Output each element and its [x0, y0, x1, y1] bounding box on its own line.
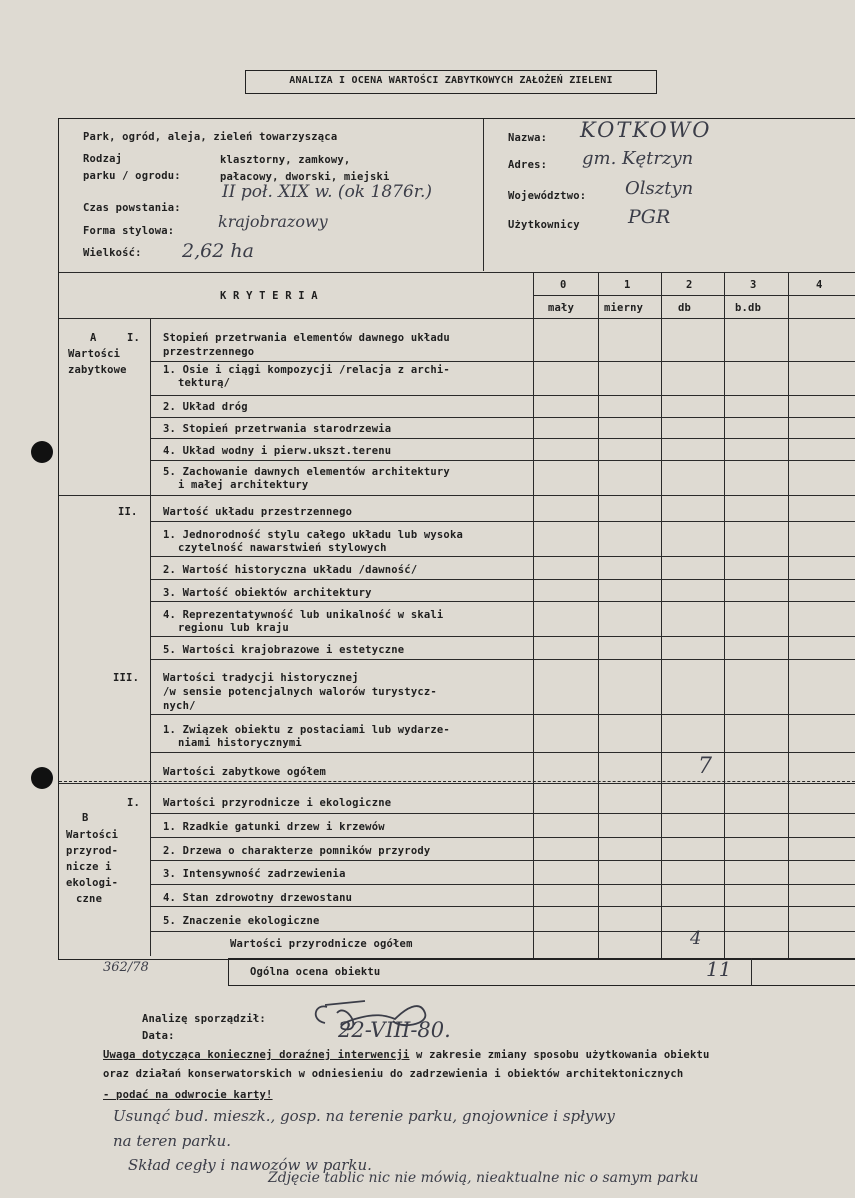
scale-num-4: 4 [816, 279, 823, 291]
section-separator-line [59, 781, 855, 782]
overall-divider [751, 958, 752, 986]
total-b-label: Wartości przyrodnicze ogółem [230, 938, 413, 950]
group3-title-2: /w sensie potencjalnych walorów turystycz- [163, 686, 437, 698]
scale-word-maly: mały [548, 302, 575, 314]
b-item-2: 2. Drzewa o charakterze pomników przyrody [163, 845, 431, 857]
scale-word-mierny: mierny [604, 302, 644, 314]
czas-value: II poł. XIX w. (ok 1876r.) [222, 182, 433, 202]
g1-item-1-line2: tekturą/ [178, 377, 231, 389]
object-type-label: Park, ogród, aleja, zieleń towarzysząca [83, 131, 338, 143]
section-b-group1-num: I. [127, 797, 141, 809]
grid-row-line [150, 884, 855, 885]
rodzaj-label: Rodzaj [83, 153, 123, 165]
sporzadzil-label: Analizę sporządził: [142, 1013, 266, 1025]
scale-word-bdb: b.db [735, 302, 762, 314]
header-bottom-line [59, 272, 855, 273]
group1-title-2: przestrzennego [163, 346, 255, 358]
wojewodztwo-value: Olsztyn [625, 178, 694, 199]
punch-hole-top [31, 441, 53, 463]
g2-item-4-line1: 4. Reprezentatywność lub unikalność w skali [163, 609, 444, 621]
scale-num-3: 3 [750, 279, 757, 291]
grid-row-line [59, 495, 855, 496]
score-column-line [724, 272, 725, 958]
grid-row-line [150, 361, 855, 362]
handwritten-note-1: Usunąć bud. mieszk., gosp. na terenie parku, gnojownice i spływy [113, 1107, 615, 1125]
forma-label: Forma stylowa: [83, 225, 175, 237]
handwritten-note-2: na teren parku. [113, 1132, 231, 1150]
uwaga-rest: w zakresie zmiany sposobu użytkowania obiektu [409, 1049, 710, 1061]
section-a-group3-num: III. [113, 672, 140, 684]
forma-value: krajobrazowy [218, 212, 328, 231]
g1-item-5-line2: i małej architektury [178, 479, 309, 491]
uwaga-line-3: - podać na odwrocie karty! [103, 1089, 273, 1101]
uzytkownicy-value: PGR [628, 206, 671, 228]
wojewodztwo-label: Województwo: [508, 190, 587, 202]
total-a-label: Wartości zabytkowe ogółem [163, 766, 327, 778]
scale-num-0: 0 [560, 279, 567, 291]
g2-item-4-line2: regionu lub kraju [178, 622, 289, 634]
grid-row-line [150, 906, 855, 907]
section-a-letter: A [90, 332, 97, 344]
score-column-line [788, 272, 789, 958]
section-a-label-2: zabytkowe [68, 364, 127, 376]
header-divider [483, 119, 484, 271]
group3-title-1: Wartości tradycji historycznej [163, 672, 359, 684]
punch-hole-bottom [31, 767, 53, 789]
section-a-group1-num: I. [127, 332, 141, 344]
g2-item-5: 5. Wartości krajobrazowe i estetyczne [163, 644, 405, 656]
g2-item-1-line1: 1. Jednorodność stylu całego układu lub wysoka [163, 529, 463, 541]
grid-row-line [150, 438, 855, 439]
section-b-label-4: ekologi- [66, 877, 119, 889]
handwritten-note-3: Skład cegły i nawozów w parku. [128, 1156, 372, 1174]
grid-row-line [150, 521, 855, 522]
data-value: 22-VIII-80. [338, 1018, 451, 1042]
czas-label: Czas powstania: [83, 202, 181, 214]
score-column-line [533, 272, 534, 958]
grid-row-line [150, 601, 855, 602]
section-b-letter: B [82, 812, 89, 824]
grid-row-line [150, 579, 855, 580]
total-b-value: 4 [690, 928, 702, 949]
scale-word-db: db [678, 302, 692, 314]
section-b-label-1: Wartości [66, 829, 119, 841]
data-label: Data: [142, 1030, 175, 1042]
wielkosc-value: 2,62 ha [182, 240, 254, 262]
total-a-value: 7 [698, 754, 712, 779]
group3-title-3: nych/ [163, 700, 196, 712]
adres-value: gm. Kętrzyn [582, 148, 694, 169]
grid-row-line [150, 556, 855, 557]
g2-item-1-line2: czytelność nawarstwień stylowych [178, 542, 387, 554]
section-b-label-5: czne [76, 893, 103, 905]
g2-item-2: 2. Wartość historyczna układu /dawność/ [163, 564, 418, 576]
uwaga-underlined: Uwaga dotycząca koniecznej doraźnej interwencji [103, 1049, 410, 1061]
b-item-5: 5. Znaczenie ekologiczne [163, 915, 320, 927]
section-b-title: Wartości przyrodnicze i ekologiczne [163, 797, 392, 809]
g3-item-1-line1: 1. Związek obiektu z postaciami lub wydarze- [163, 724, 450, 736]
wielkosc-label: Wielkość: [83, 247, 142, 259]
rodzaj-option-2: pałacowy, dworski, miejski [220, 171, 390, 183]
handwritten-note-4: Zdjęcie tablic nic nie mówią, nieaktualne nic o samym parku [268, 1170, 699, 1186]
grid-row-line [150, 813, 855, 814]
nazwa-value: KOTKOWO [580, 118, 712, 142]
uwaga-line-2: oraz działań konserwatorskich w odniesieniu do zadrzewienia i obiektów architektonicznych [103, 1068, 684, 1080]
adres-label: Adres: [508, 159, 548, 171]
overall-value: 11 [706, 957, 732, 981]
section-a-label-1: Wartości [68, 348, 121, 360]
grid-row-line [150, 636, 855, 637]
g1-item-2: 2. Układ dróg [163, 401, 248, 413]
parku-label: parku / ogrodu: [83, 170, 181, 182]
nazwa-label: Nazwa: [508, 132, 548, 144]
grid-row-line [150, 837, 855, 838]
section-a-group2-num: II. [118, 506, 138, 518]
document-title: ANALIZA I OCENA WARTOŚCI ZABYTKOWYCH ZAŁOŻEŃ ZIELENI [289, 75, 613, 86]
grid-row-line [150, 714, 855, 715]
section-b-label-2: przyrod- [66, 845, 119, 857]
g1-item-5-line1: 5. Zachowanie dawnych elementów architektury [163, 466, 450, 478]
g1-item-3: 3. Stopień przetrwania starodrzewia [163, 423, 392, 435]
grid-row-line [150, 395, 855, 396]
b-item-3: 3. Intensywność zadrzewienia [163, 868, 346, 880]
group1-title-1: Stopień przetrwania elementów dawnego układu [163, 332, 450, 344]
g1-item-4: 4. Układ wodny i pierw.ukszt.terenu [163, 445, 392, 457]
grid-row-line [150, 417, 855, 418]
criteria-header-bottom [59, 318, 855, 319]
section-b-label-3: nicze i [66, 861, 112, 873]
g3-item-1-line2: niami historycznymi [178, 737, 302, 749]
grid-row-line [150, 460, 855, 461]
g2-item-3: 3. Wartość obiektów architektury [163, 587, 372, 599]
g1-item-1-line1: 1. Osie i ciągi kompozycji /relacja z archi- [163, 364, 450, 376]
rodzaj-option-1: klasztorny, zamkowy, [220, 154, 351, 166]
signature-image [305, 995, 435, 1035]
scale-num-1: 1 [624, 279, 631, 291]
b-item-1: 1. Rzadkie gatunki drzew i krzewów [163, 821, 385, 833]
score-column-line [598, 272, 599, 958]
grid-row-line [150, 860, 855, 861]
grid-row-line [150, 931, 855, 932]
uzytkownicy-label: Użytkownicy [508, 219, 580, 231]
grid-row-line [150, 659, 855, 660]
kryteria-header: K R Y T E R I A [220, 290, 318, 302]
uwaga-line-1 [103, 1049, 710, 1061]
scale-mid-line [533, 295, 855, 296]
score-column-line [661, 272, 662, 958]
grid-row-line [150, 752, 855, 753]
grid-row-line [59, 783, 855, 784]
overall-label: Ogólna ocena obiektu [250, 966, 381, 978]
b-item-4: 4. Stan zdrowotny drzewostanu [163, 892, 353, 904]
document-number: 362/78 [103, 960, 149, 975]
scale-num-2: 2 [686, 279, 693, 291]
group2-title: Wartość układu przestrzennego [163, 506, 353, 518]
title-box [245, 70, 657, 94]
